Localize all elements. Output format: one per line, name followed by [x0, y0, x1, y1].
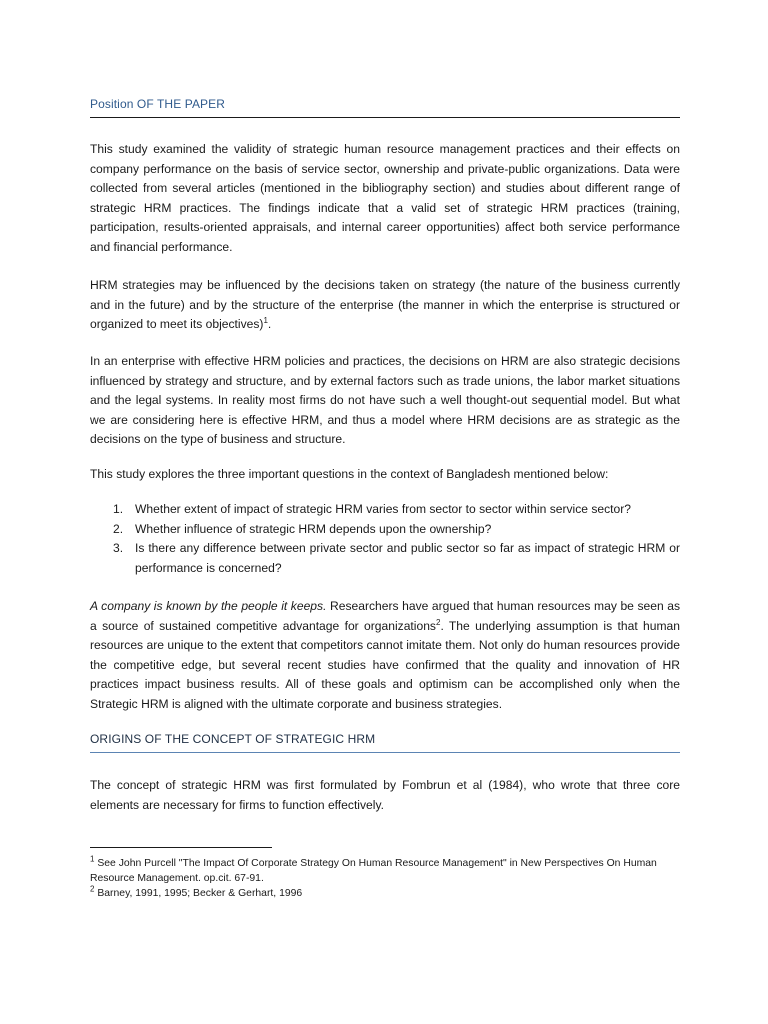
footnote-1-text: See John Purcell "The Impact Of Corporate Strategy On Human Resource Management" in New Perspectives On Human Resource Management. op.cit. 67-91.	[90, 858, 657, 884]
footnote-divider	[90, 847, 272, 848]
paragraph-study-overview: This study examined the validity of strategic human resource management practices and their effects on company performance on the basis of service sector, ownership and private-public organizations. Data were collected from several articles (mentioned in the bibliography section) and studies about different range of strategic HRM practices. The findings indicate that a valid set of strategic HRM practices (training, participation, results-oriented appraisals, and internal career opportunities) affect both service performance and financial performance.	[90, 142, 680, 254]
paragraph-questions-intro: This study explores the three important questions in the context of Bangladesh mentioned below:	[90, 467, 609, 481]
list-item	[90, 539, 680, 578]
list-item-number: 1.	[113, 502, 124, 516]
list-item-number: 3.	[113, 541, 124, 556]
footnote-2	[90, 886, 680, 901]
paragraph-hrm-strategies-end: .	[267, 317, 272, 332]
footnote-ref-1: 1	[263, 316, 268, 326]
paragraph-hrm-strategies	[90, 276, 680, 335]
section-heading-origins: ORIGINS OF THE CONCEPT OF STRATEGIC HRM	[90, 732, 680, 753]
list-item-text: Whether influence of strategic HRM depends upon the ownership?	[135, 521, 492, 536]
footnote-1	[90, 856, 680, 886]
paragraph-company-people-text-a: Researchers have argued that human resources may be seen as a source of sustained competitive advantage for organizations	[90, 599, 681, 633]
list-item	[90, 520, 680, 540]
list-item-text: Is there any difference between private sector and public sector so far as impact of strategic HRM or performance is concerned?	[135, 541, 680, 575]
paragraph-origins: The concept of strategic HRM was first formulated by Fombrun et al (1984), who wrote that three core elements are necessary for firms to function effectively.	[90, 778, 680, 812]
paragraph-effective-hrm: In an enterprise with effective HRM policies and practices, the decisions on HRM are also strategic decisions influenced by strategy and structure, and by external factors such as trade unions, the labor market situations and the legal systems. In reality most firms do not have such a well thought-out sequential model. But what we are considering here is effective HRM, and thus a model where HRM decisions are as strategic as the decisions on the type of business and structure.	[90, 354, 680, 447]
list-item-text: Whether extent of impact of strategic HRM varies from sector to sector within service sector?	[135, 502, 632, 516]
paragraph-company-people	[90, 597, 680, 715]
paragraph-company-people-text-b: . The underlying assumption is that human resources are unique to the extent that competitors cannot imitate them. Not only do human resources provide the competitive edge, but several recent studies have confirmed that the quality and innovation of HR practices impact business results. All of these goals and optimism can be accomplished only when the Strategic HRM is aligned with the ultimate corporate and business strategies.	[90, 618, 680, 711]
questions-list	[90, 500, 680, 578]
section-heading-position: Position OF THE PAPER	[90, 97, 680, 118]
footnote-2-marker: 2	[90, 884, 95, 894]
document-page	[90, 0, 680, 1024]
paragraph-hrm-strategies-text: HRM strategies may be influenced by the decisions taken on strategy (the nature of the business currently and in the future) and by the structure of the enterprise (the manner in which the enterprise is structured or organized to meet its objectives)	[90, 278, 680, 332]
footnote-ref-2: 2	[435, 617, 441, 627]
list-item-number: 2.	[113, 521, 124, 536]
footnote-1-marker: 1	[90, 854, 95, 864]
list-item	[90, 500, 680, 520]
paragraph-company-people-italic: A company is known by the people it keeps.	[90, 599, 327, 613]
footnote-2-text: Barney, 1991, 1995; Becker & Gerhart, 1996	[94, 888, 303, 899]
